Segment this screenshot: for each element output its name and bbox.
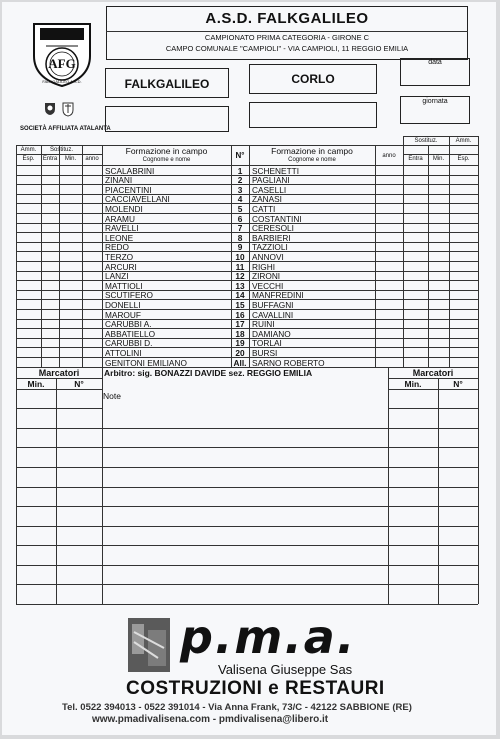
away-player-name: CASELLI [252, 184, 287, 195]
n-right-label: N° [453, 378, 463, 389]
away-player-name: ZIRONI [252, 271, 281, 282]
table-rule [16, 584, 102, 585]
table-rule [388, 526, 478, 527]
shirt-number: 8 [237, 232, 243, 243]
table-rule [41, 145, 42, 367]
table-rule [388, 467, 478, 468]
away-player-name: RUINI [252, 319, 275, 330]
table-rule [56, 378, 57, 604]
home-player-name: TERZO [105, 251, 134, 262]
home-team-name: FALKGALILEO [124, 77, 210, 91]
home-player-name: RAVELLI [105, 223, 139, 234]
shirt-number: 9 [237, 242, 243, 253]
match-sheet [2, 2, 496, 735]
table-rule [388, 487, 478, 488]
page-title: A.S.D. FALKGALILEO [205, 10, 369, 27]
min-header-left: Min. [64, 156, 77, 162]
away-player-name: BARBIERI [252, 232, 291, 243]
away-player-name: MANFREDINI [252, 290, 304, 301]
table-rule [388, 389, 478, 390]
table-rule [102, 565, 388, 566]
date-label: data [428, 59, 442, 66]
away-player-name: ZANASI [252, 194, 282, 205]
home-player-name: MAROUF [105, 309, 141, 320]
sponsor-building-icon [128, 618, 170, 672]
away-player-name: COSTANTINI [252, 213, 302, 224]
shirt-number: 17 [235, 319, 245, 330]
shirt-number: 16 [235, 309, 245, 320]
table-rule [388, 428, 478, 429]
home-player-name: PIACENTINI [105, 184, 152, 195]
sostituz-header-right: Sostituz. [414, 138, 438, 144]
sponsor-brand: p.m.a. [180, 610, 357, 664]
table-rule [449, 145, 450, 367]
away-player-name: ANNOVI [252, 251, 284, 262]
table-rule [102, 447, 388, 448]
shirt-number: 2 [237, 175, 243, 186]
table-rule [102, 467, 388, 468]
shirt-number: 6 [237, 213, 243, 224]
venue: CAMPO COMUNALE "CAMPIOLI" - VIA CAMPIOLI, 11 REGGIO EMILIA [165, 44, 409, 53]
away-player-name: SARNO ROBERTO [252, 357, 325, 368]
table-rule [16, 428, 102, 429]
home-player-name: CACCIAVELLANI [105, 194, 170, 205]
cognome-header-right: Cognome e nome [288, 157, 336, 163]
shirt-number: 10 [235, 251, 245, 262]
table-rule [16, 487, 102, 488]
table-rule [438, 378, 439, 604]
table-rule [403, 145, 404, 367]
home-player-name: REDO [105, 242, 129, 253]
shirt-number: 15 [235, 299, 245, 310]
table-rule [388, 584, 478, 585]
home-player-name: SCALABRINI [105, 165, 155, 176]
table-rule [16, 145, 478, 146]
esp-header-right: Esp. [457, 156, 470, 162]
sostituz-header-left: Sostituz. [49, 147, 73, 153]
table-rule [478, 145, 479, 367]
sponsor-contacts: Tel. 0522 394013 - 0522 391014 - Via Anna Frank, 73/C - 42122 SABBIONE (RE) [62, 702, 412, 713]
logo-ring-text: FALKGALILEO A.S.D. [42, 79, 82, 84]
formazione-header-left: Formazione in campo [125, 146, 208, 156]
table-rule [82, 145, 83, 367]
table-rule [102, 487, 388, 488]
away-player-name: BURSI [252, 347, 278, 358]
amm-header-left: Amm. [20, 147, 37, 153]
table-rule [102, 428, 388, 429]
shirt-number: 7 [237, 223, 243, 234]
home-player-name: LEONE [105, 232, 134, 243]
table-rule [102, 506, 388, 507]
shirt-number: 5 [237, 203, 243, 214]
table-rule [388, 545, 478, 546]
anno-header-right: anno [382, 153, 396, 159]
table-rule [16, 506, 102, 507]
shirt-number: 14 [235, 290, 245, 301]
number-header: N° [235, 151, 245, 160]
away-player-name: BUFFAGNI [252, 299, 294, 310]
shirt-number: 18 [235, 328, 245, 339]
championship: CAMPIONATO PRIMA CATEGORIA - GIRONE C [204, 33, 370, 42]
min-right-label: Min. [404, 378, 422, 389]
away-player-name: TORLAI [252, 338, 282, 349]
table-rule [478, 136, 479, 145]
home-player-name: SCUTIFERO [105, 290, 153, 301]
table-rule [403, 136, 404, 145]
table-rule [16, 145, 17, 367]
table-rule [102, 145, 103, 367]
away-player-name: CERESOLI [252, 223, 294, 234]
away-player-name: CATTI [252, 203, 276, 214]
away-player-name: DAMIANO [252, 328, 291, 339]
table-rule [388, 408, 478, 409]
home-player-name: ARAMU [105, 213, 135, 224]
affiliation-text: SOCIETÀ AFFILIATA ATALANTA [20, 126, 111, 132]
home-player-name: CARUBBI A. [105, 319, 152, 330]
sponsor-web[interactable]: www.pmadivalisena.com - pmdivalisena@libero.it [92, 714, 329, 725]
home-player-name: GENITONI EMILIANO [105, 357, 187, 368]
table-rule [478, 367, 479, 604]
table-rule [16, 526, 102, 527]
min-header-right: Min. [432, 156, 445, 162]
away-player-name: SCHENETTI [252, 165, 300, 176]
table-rule [16, 389, 102, 390]
entra-header-left: Entra [42, 156, 58, 162]
anno-header-left: anno [85, 156, 99, 162]
shirt-number: All. [233, 357, 247, 368]
shirt-number: 20 [235, 347, 245, 358]
home-player-name: ATTOLINI [105, 347, 142, 358]
marcatori-left-label: Marcatori [38, 367, 80, 378]
table-rule [388, 506, 478, 507]
table-rule [16, 467, 102, 468]
table-rule [16, 604, 478, 605]
shirt-number: 11 [235, 261, 245, 272]
marcatori-right-label: Marcatori [412, 367, 454, 378]
table-rule [102, 367, 103, 604]
shirt-number: 19 [235, 338, 245, 349]
table-rule [102, 584, 388, 585]
table-rule [59, 145, 60, 367]
round-label: giornata [422, 98, 448, 105]
away-player-name: RIGHI [252, 261, 276, 272]
esp-header-left: Esp. [22, 156, 35, 162]
table-rule [403, 136, 478, 137]
away-player-name: PAGLIANI [252, 175, 290, 186]
table-rule [388, 447, 478, 448]
home-player-name: ZINANI [105, 175, 133, 186]
away-team-name: CORLO [291, 72, 335, 86]
table-rule [428, 145, 429, 367]
table-rule [388, 367, 389, 604]
sponsor-company: Valisena Giuseppe Sas [218, 662, 353, 677]
table-rule [16, 545, 102, 546]
shirt-number: 4 [237, 194, 243, 205]
entra-header-right: Entra [408, 156, 423, 162]
table-rule [388, 565, 478, 566]
table-rule [375, 145, 376, 367]
home-player-name: ARCURI [105, 261, 137, 272]
cognome-header-left: Cognome e nome [142, 157, 191, 163]
formazione-header-right: Formazione in campo [271, 146, 353, 156]
away-player-name: CAVALLINI [252, 309, 294, 320]
min-left-label: Min. [27, 378, 45, 389]
home-player-name: MATTIOLI [105, 280, 143, 291]
shirt-number: 13 [235, 280, 245, 291]
table-rule [249, 145, 250, 367]
away-player-name: VECCHI [252, 280, 284, 291]
shirt-number: 12 [235, 271, 245, 282]
table-rule [449, 136, 450, 145]
table-rule [102, 526, 388, 527]
amm-header-right: Amm. [455, 138, 472, 144]
away-player-name: TAZZIOLI [252, 242, 288, 253]
table-rule [16, 447, 102, 448]
table-rule [102, 545, 388, 546]
sponsor-tagline: COSTRUZIONI e RESTAURI [126, 678, 385, 699]
logo-text: AFG [48, 56, 76, 71]
note-label: Note [103, 390, 121, 401]
home-player-name: DONELLI [105, 299, 141, 310]
shirt-number: 1 [237, 165, 243, 176]
home-player-name: CARUBBI D. [105, 338, 153, 349]
table-rule [16, 367, 17, 604]
n-left-label: N° [74, 378, 84, 389]
home-player-name: LANZI [105, 271, 129, 282]
table-rule [16, 408, 102, 409]
home-player-name: ABBATIELLO [105, 328, 156, 339]
table-rule [16, 565, 102, 566]
shirt-number: 3 [237, 184, 243, 195]
arbitro-label: Arbitro: sig. BONAZZI DAVIDE sez. REGGIO EMILIA [104, 367, 313, 378]
home-player-name: MOLENDI [105, 203, 143, 214]
